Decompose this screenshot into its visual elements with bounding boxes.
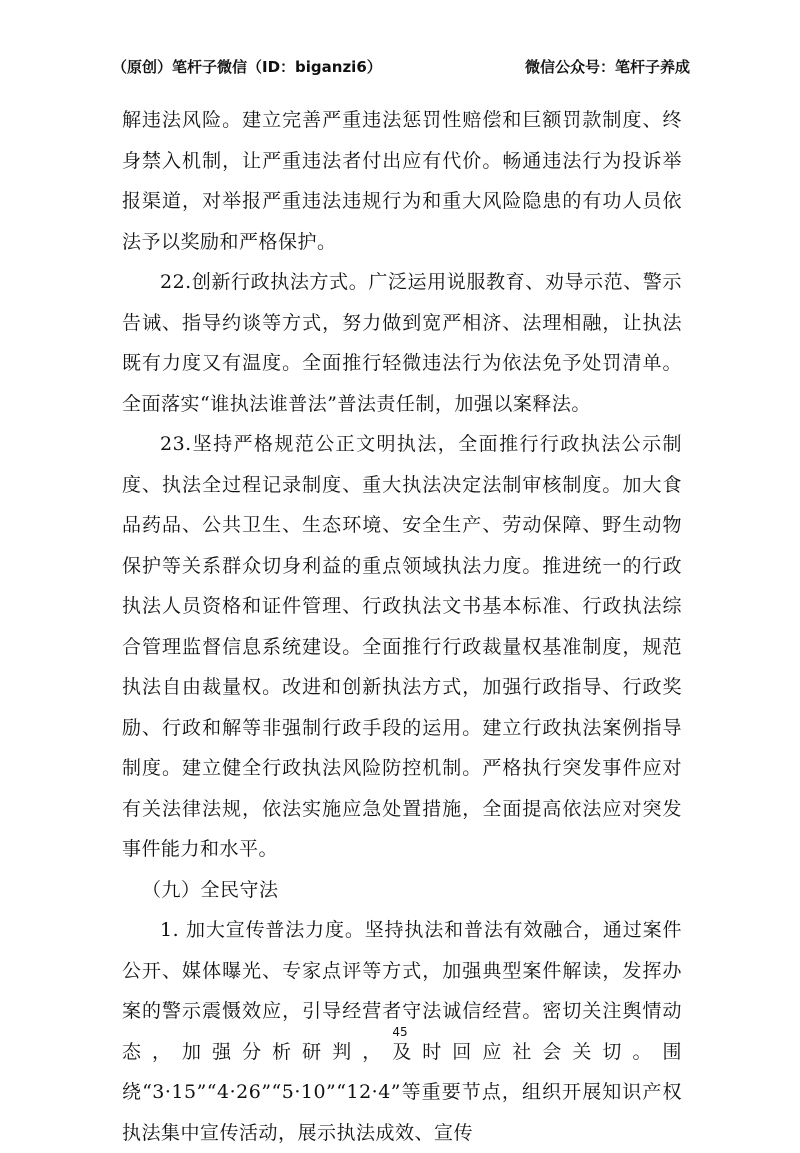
header-left-text: （原创）笔杆子微信（ID：biganzi6）	[112, 58, 382, 76]
header-right-text: 微信公众号：笔杆子养成	[524, 58, 690, 76]
section-heading: （九）全民守法	[142, 878, 279, 901]
document-body	[122, 100, 682, 1153]
page-header	[112, 56, 690, 80]
paragraph-continuation: 解违法风险。建立完善严重违法惩罚性赔偿和巨额罚款制度、终身禁入机制，让严重违法者付出应有代价。畅通违法行为投诉举报渠道，对举报严重违法违规行为和重大风险隐患的有功人员依法予以奖励和严格保护。	[122, 109, 682, 253]
paragraph-item-23: 23.坚持严格规范公正文明执法，全面推行行政执法公示制度、执法全过程记录制度、重大执法决定法制审核制度。加大食品药品、公共卫生、生态环境、安全生产、劳动保障、野生动物保护等关系群众切身利益的重点领域执法力度。推进统一的行政执法人员资格和证件管理、行政执法文书基本标准、行政执法综合管理监督信息系统建设。全面推行行政裁量权基准制度，规范执法自由裁量权。改进和创新执法方式，加强行政指导、行政奖励、行政和解等非强制行政手段的运用。建立行政执法案例指导制度。建立健全行政执法风险防控机制。严格执行突发事件应对有关法律法规，依法实施应急处置措施，全面提高依法应对突发事件能力和水平。	[122, 433, 682, 860]
paragraph-item-1: 1. 加大宣传普法力度。坚持执法和普法有效融合，通过案件公开、媒体曝光、专家点评等方式，加强典型案件解读，发挥办案的警示震慑效应，引导经营者守法诚信经营。密切关注舆情动态，加强分析研判，及时回应社会关切。围绕“3·15”“4·26”“5·10”“12·4”等重要节点，组织开展知识产权执法集中宣传活动，展示执法成效、宣传	[122, 919, 682, 1144]
page-number: 45	[392, 1025, 408, 1039]
paragraph-item-22: 22.创新行政执法方式。广泛运用说服教育、劝导示范、警示告诫、指导约谈等方式，努力做到宽严相济、法理相融，让执法既有力度又有温度。全面推行轻微违法行为依法免予处罚清单。全面落实“谁执法谁普法”普法责任制，加强以案释法。	[122, 271, 682, 415]
